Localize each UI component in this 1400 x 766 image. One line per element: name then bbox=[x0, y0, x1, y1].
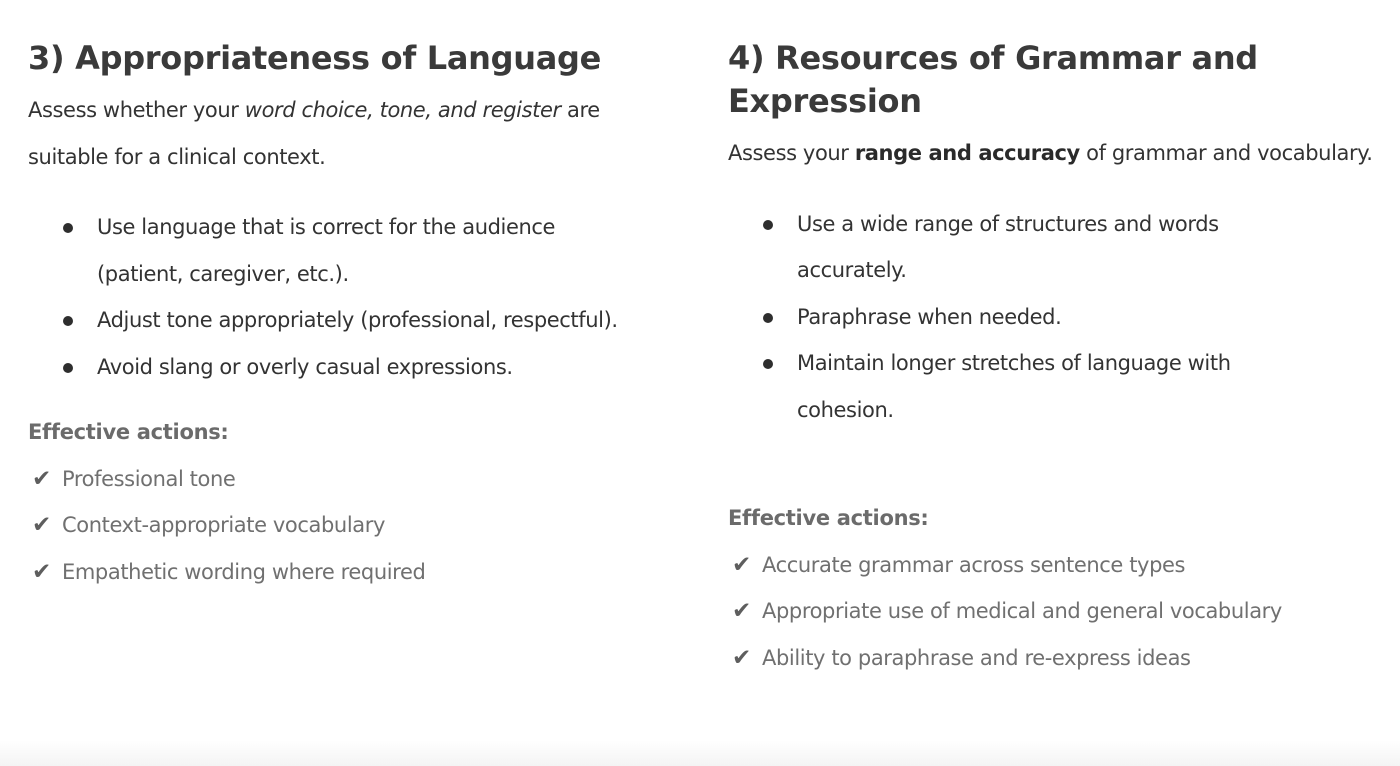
section-heading: 3) Appropriateness of Language bbox=[28, 39, 602, 77]
action-item bbox=[28, 549, 678, 596]
criteria-list bbox=[63, 204, 623, 390]
list-item bbox=[763, 294, 1323, 341]
actions-list bbox=[728, 542, 1388, 682]
actions-title: Effective actions: bbox=[28, 420, 229, 444]
list-item bbox=[763, 201, 1323, 294]
checkmark-icon: ✔ bbox=[732, 598, 751, 624]
checkmark-icon: ✔ bbox=[32, 512, 51, 538]
action-item bbox=[728, 588, 1388, 635]
bullet-dot-icon bbox=[763, 220, 773, 230]
action-item-text: Accurate grammar across sentence types bbox=[762, 552, 1186, 577]
action-item-text: Ability to paraphrase and re-express ideas bbox=[762, 645, 1191, 670]
list-item bbox=[63, 204, 623, 297]
intro-text: are suitable for a clinical context. bbox=[28, 98, 600, 169]
criteria-list bbox=[763, 201, 1323, 434]
checkmark-icon: ✔ bbox=[732, 551, 751, 578]
list-item-text: Use language that is correct for the audience (patient, caregiver, etc.). bbox=[97, 215, 556, 286]
list-item bbox=[63, 344, 623, 391]
list-item-text: Maintain longer stretches of language with cohesion. bbox=[797, 351, 1231, 422]
action-item-text: Professional tone bbox=[62, 466, 236, 491]
list-item-text: Paraphrase when needed. bbox=[797, 304, 1062, 329]
bullet-dot-icon bbox=[63, 316, 73, 326]
section-grammar-expression bbox=[728, 0, 1388, 681]
section-appropriateness bbox=[28, 0, 678, 595]
list-item-text: Avoid slang or overly casual expressions. bbox=[97, 354, 513, 379]
action-item bbox=[728, 635, 1388, 682]
actions-list bbox=[28, 456, 678, 596]
bullet-dot-icon bbox=[63, 223, 73, 233]
intro-strong: range and accuracy bbox=[854, 141, 1080, 165]
intro-text: Assess your bbox=[728, 141, 855, 165]
list-item bbox=[763, 340, 1323, 433]
action-item-text: Appropriate use of medical and general vocabulary bbox=[762, 599, 1282, 623]
list-item-text: Adjust tone appropriately (professional, respectful). bbox=[97, 308, 618, 332]
section-heading: 4) Resources of Grammar and Expression bbox=[728, 39, 1258, 120]
action-item bbox=[28, 456, 678, 503]
action-item bbox=[728, 542, 1388, 589]
action-item-text: Context-appropriate vocabulary bbox=[62, 513, 385, 537]
checkmark-icon: ✔ bbox=[32, 558, 51, 585]
checkmark-icon: ✔ bbox=[32, 465, 51, 492]
action-item-text: Empathetic wording where required bbox=[62, 559, 426, 584]
section-intro bbox=[28, 87, 678, 180]
intro-emphasis: word choice, tone, and register bbox=[244, 98, 561, 122]
list-item bbox=[63, 297, 623, 344]
action-item bbox=[28, 502, 678, 549]
bullet-dot-icon bbox=[63, 363, 73, 373]
section-intro bbox=[728, 130, 1388, 177]
actions-title: Effective actions: bbox=[728, 506, 929, 530]
list-item-text: Use a wide range of structures and words accurately. bbox=[797, 211, 1219, 282]
bottom-fade bbox=[0, 740, 1400, 766]
bullet-dot-icon bbox=[763, 313, 773, 323]
checkmark-icon: ✔ bbox=[732, 644, 751, 671]
bullet-dot-icon bbox=[763, 359, 773, 369]
intro-text: Assess whether your bbox=[28, 98, 245, 122]
intro-text: of grammar and vocabulary. bbox=[1079, 141, 1373, 165]
